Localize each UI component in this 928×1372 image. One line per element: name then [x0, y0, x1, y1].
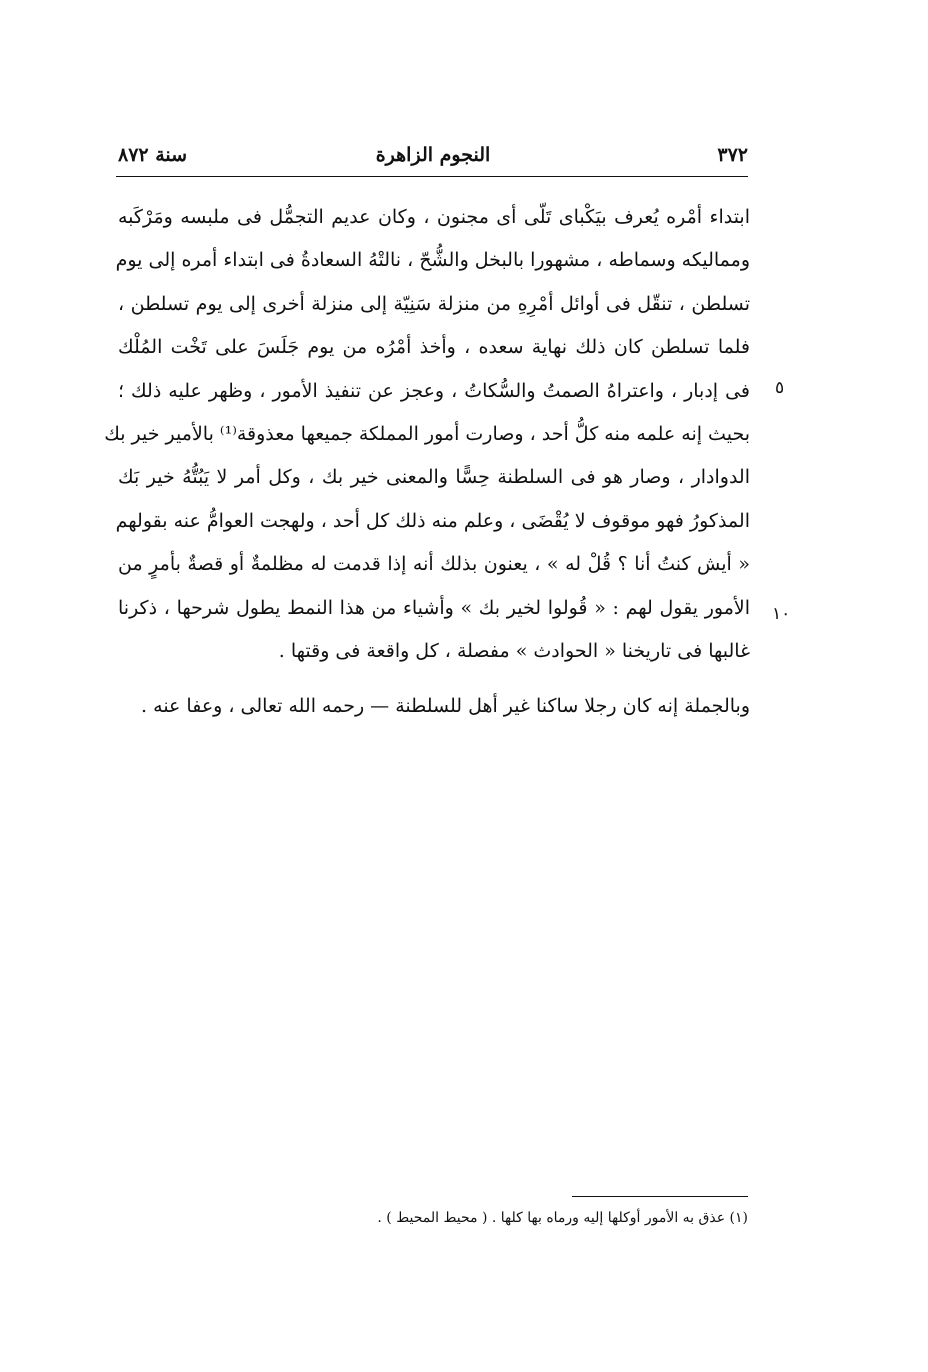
book-title: النجوم الزاهرة	[375, 144, 491, 166]
text-line-1: ابتداء أمْره يُعرف بيَكْباى تَلّى أى مجنون ، وكان عديم التجمُّل فى ملبسه ومَرْكَبه	[118, 206, 750, 228]
page-number: ٣٧٢	[717, 144, 748, 166]
footnote: (١) عذق به الأمور أوكلها إليه ورماه بها كلها . ( محيط المحيط ) .	[377, 1210, 748, 1226]
line-marker-10: ١٠	[772, 604, 791, 624]
line-marker-5: ٥	[775, 378, 785, 398]
text-line-2: ومماليكه وسماطه ، مشهورا بالبخل والشُّحّ ، نالتْهُ السعادةُ فى ابتداء أمره إلى يوم	[115, 249, 750, 272]
header-rule	[116, 176, 748, 177]
text-line-10: الأمور يقول لهم : « قُولوا لخير بك » وأشياء من هذا النمط يطول شرحها ، ذكرنا	[118, 596, 750, 619]
text-line-3: تسلطن ، تنقّل فى أوائل أمْرِهِ من منزلة سَنِيّة إلى منزلة أخرى إلى يوم تسلطن ،	[118, 292, 750, 315]
text-line-7: الدوادار ، وصار هو فى السلطنة حِسًّا والمعنى خير بك ، وكل أمر لا يَبُتُّهُ خير بَك	[118, 466, 750, 489]
running-header	[118, 142, 748, 176]
footnote-rule	[572, 1196, 748, 1197]
text-line-11: غالبها فى تاريخنا « الحوادث » مفصلة ، كل واقعة فى وقتها .	[278, 639, 750, 662]
text-line-9: « أيش كنتُ أنا ؟ قُلْ له » ، يعنون بذلك أنه إذا قدمت له مظلمةٌ أو قصةٌ بأمرٍ من	[118, 553, 750, 576]
closing-paragraph: وبالجملة إنه كان رجلا ساكنا غير أهل للسلطنة — رحمه الله تعالى ، وعفا عنه .	[141, 695, 750, 718]
main-text	[104, 196, 750, 729]
text-line-6: بحيث إنه علمه منه كلُّ أحد ، وصارت أمور المملكة جميعها معذوقة⁽¹⁾ بالأمير خير بك	[104, 422, 750, 445]
text-line-4: فلما تسلطن كان ذلك نهاية سعده ، وأخذ أمْرُه من يوم جَلَسَ على تَخْت المُلْك	[118, 336, 750, 359]
text-line-8: المذكورُ فهو موقوف لا يُقْضَى ، وعلم منه ذلك كل أحد ، ولهجت العوامُّ عنه بقولهم	[115, 509, 750, 532]
text-line-5: فى إدبار ، واعتراهُ الصمتُ والسُّكاتُ ، وعجز عن تنفيذ الأمور ، وظهر عليه ذلك ؛	[118, 379, 750, 402]
hijri-year: سنة ٨٧٢	[118, 144, 188, 166]
